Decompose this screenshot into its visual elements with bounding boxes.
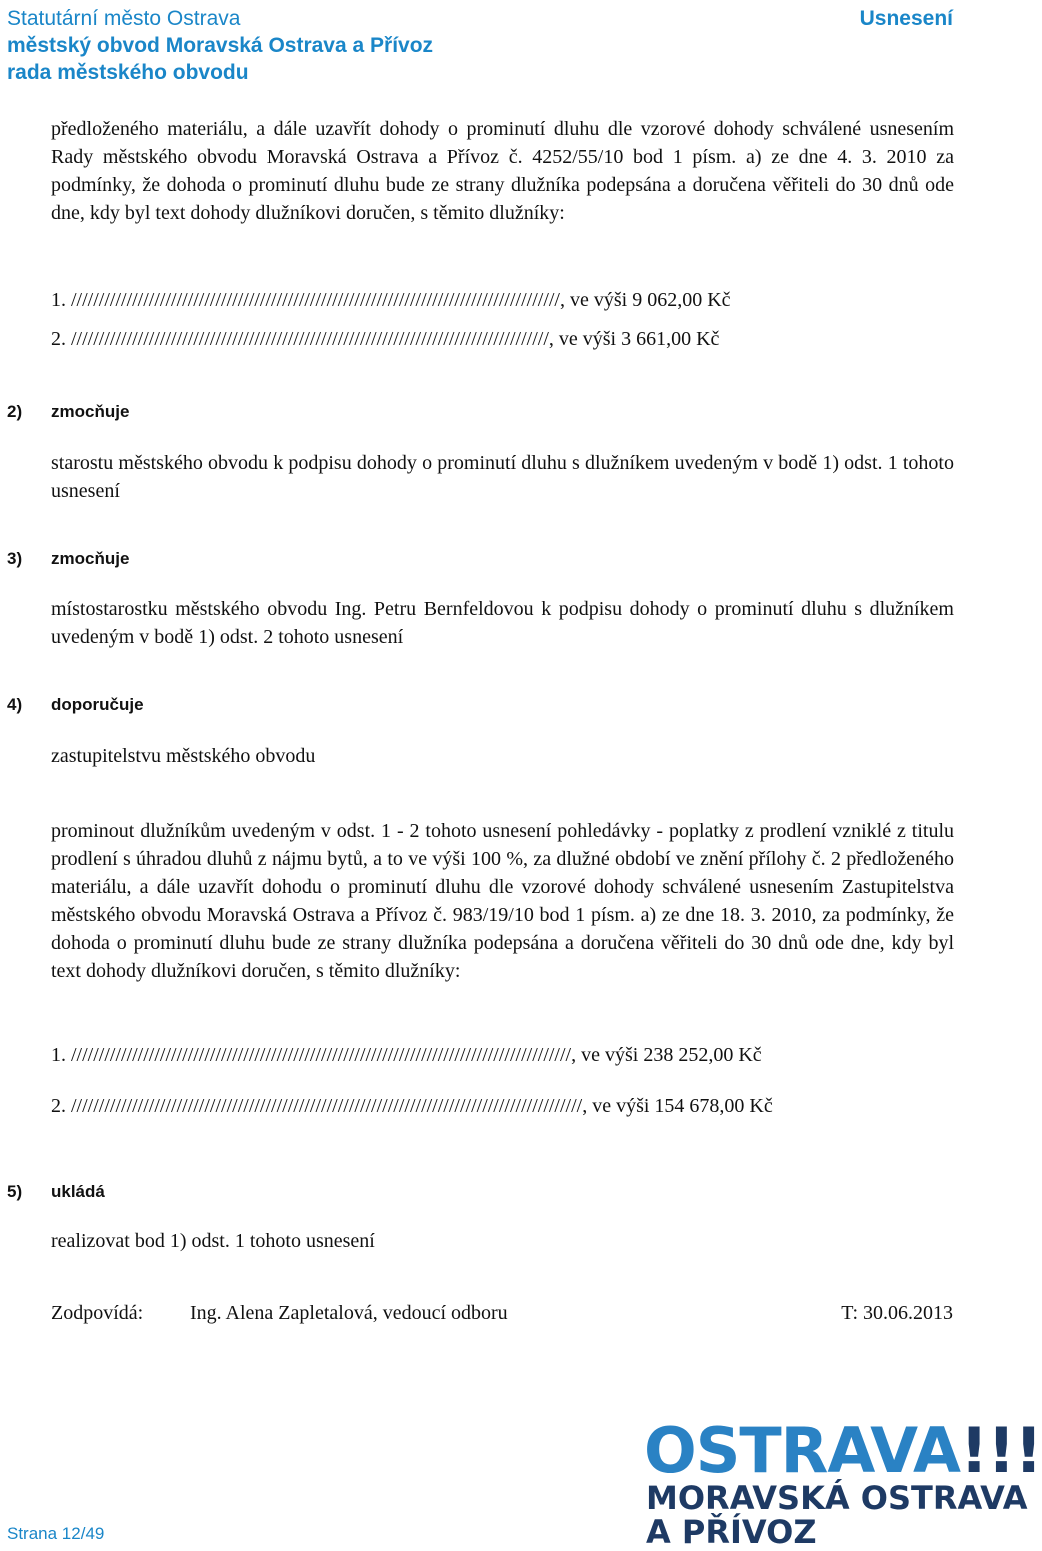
debtor-name-redacted: //////////////////////////////////////////////////////////////////////////////////////// — [71, 289, 560, 311]
logo-district-line2: A PŘÍVOZ — [646, 1513, 817, 1551]
header-council: rada městského obvodu — [7, 61, 249, 84]
deadline: T: 30.06.2013 — [841, 1302, 953, 1324]
logo-wordmark — [644, 1414, 1042, 1487]
debtor-amount: , ve výši 3 661,00 Kč — [548, 328, 720, 350]
debtor-row — [51, 1042, 762, 1068]
logo-city: OSTRAVA — [644, 1414, 960, 1487]
responsible-person: Ing. Alena Zapletalová, vedoucí odboru — [190, 1302, 508, 1324]
intro-paragraph: předloženého materiálu, a dále uzavřít dohody o prominutí dluhu dle vzorové dohody schválené usnesením Rady městského obvodu Moravská Ostrava a Přívoz č. 4252/55/10 bod 1 písm. a) ze dne 4. 3. 2010 za podmínky, že dohoda o prominutí dluhu bude ze strany dlužníka podepsána a doručena věřiteli do 30 dnů ode dne, kdy byl text dohody dlužníkovi doručen, s těmito dlužníky: — [51, 118, 954, 224]
responsible-label: Zodpovídá: — [51, 1302, 144, 1324]
section-number: 5) — [7, 1182, 23, 1201]
debtor-row — [51, 287, 731, 313]
logo-exclamations: !!! — [959, 1414, 1042, 1487]
section-verb: ukládá — [51, 1182, 105, 1201]
debtor-number: 2. — [51, 1095, 66, 1117]
section-number: 3) — [7, 549, 23, 568]
section-text: místostarostku městského obvodu Ing. Petru Bernfeldovou k podpisu dohody o prominutí dluhu s dlužníkem uvedeným v bodě 1) odst. 2 tohoto usnesení — [51, 598, 954, 648]
section-text: realizovat bod 1) odst. 1 tohoto usnesení — [51, 1230, 375, 1252]
debtor-number: 1. — [51, 1044, 66, 1066]
section-text: starostu městského obvodu k podpisu dohody o prominutí dluhu s dlužníkem uvedeným v bodě 1) odst. 1 tohoto usnesení — [51, 452, 954, 502]
section-number: 2) — [7, 402, 23, 421]
section-text: zastupitelstvu městského obvodu — [51, 745, 316, 767]
debtor-number: 2. — [51, 328, 66, 350]
debtor-amount: , ve výši 238 252,00 Kč — [571, 1044, 762, 1066]
debtor-row — [51, 1093, 773, 1119]
debtor-amount: , ve výši 154 678,00 Kč — [582, 1095, 773, 1117]
page-number: Strana 12/49 — [7, 1524, 105, 1543]
debtor-name-redacted: ////////////////////////////////////////////////////////////////////////////////////////// — [71, 1044, 572, 1066]
debtor-amount: , ve výši 9 062,00 Kč — [559, 289, 731, 311]
debtor-name-redacted: ////////////////////////////////////////////////////////////////////////////////////// — [71, 328, 549, 350]
logo-district-line1: MORAVSKÁ OSTRAVA — [646, 1479, 1028, 1517]
section-verb: doporučuje — [51, 695, 144, 714]
section-verb: zmocňuje — [51, 549, 130, 568]
debtor-number: 1. — [51, 289, 66, 311]
header-district: městský obvod Moravská Ostrava a Přívoz — [7, 34, 434, 57]
document-type: Usnesení — [859, 7, 953, 30]
debtor-name-redacted: //////////////////////////////////////////////////////////////////////////////////////////// — [71, 1095, 583, 1117]
section-detail-paragraph: prominout dlužníkům uvedeným v odst. 1 - 2 tohoto usnesení pohledávky - poplatky z prodlení vzniklé z titulu prodlení s úhradou dluhů z nájmu bytů, a to ve výši 100 %, za dlužné období ve znění přílohy č. 2 předloženého materiálu, a dále uzavřít dohodu o prominutí dluhu dle vzorové dohody schválené usnesením Zastupitelstva městského obvodu Moravská Ostrava a Přívoz č. 983/19/10 bod 1 písm. a) ze dne 18. 3. 2010, za podmínky, že dohoda o prominutí dluhu bude ze strany dlužníka podepsána a doručena věřiteli do 30 dnů ode dne, kdy byl text dohody dlužníkovi doručen, s těmito dlužníky: — [51, 820, 954, 982]
ostrava-logo — [644, 1414, 1042, 1551]
debtor-row — [51, 326, 719, 352]
header-city: Statutární město Ostrava — [7, 7, 241, 30]
section-number: 4) — [7, 695, 23, 714]
section-verb: zmocňuje — [51, 402, 130, 421]
